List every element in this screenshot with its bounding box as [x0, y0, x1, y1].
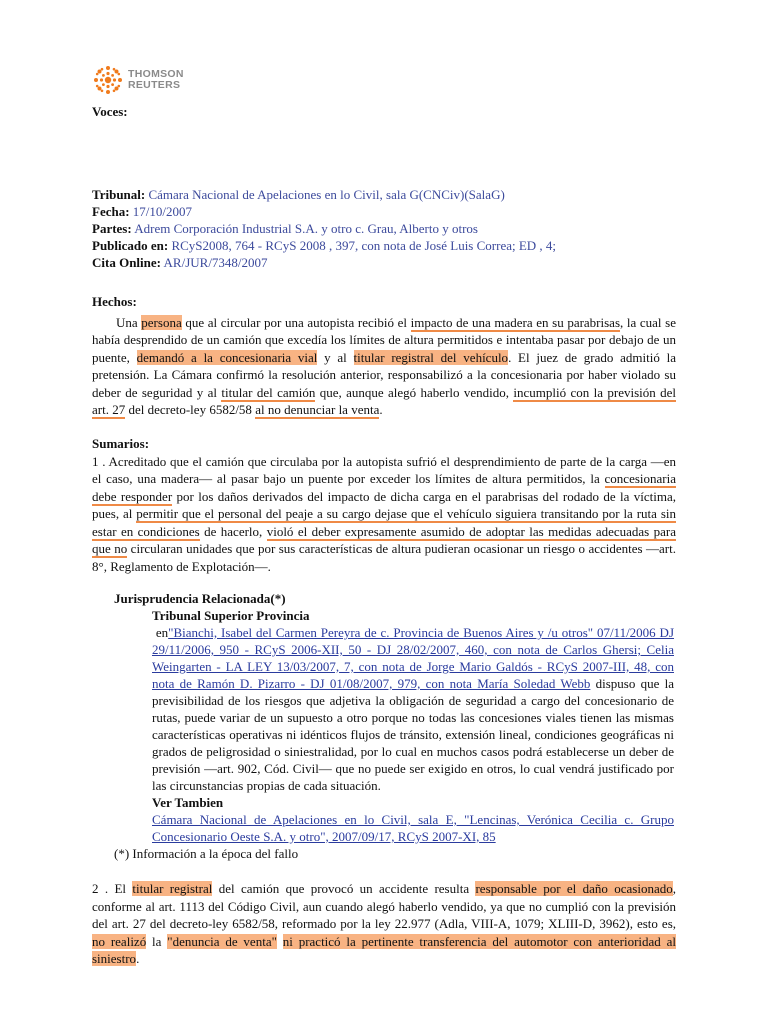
sumarios-section — [92, 435, 676, 575]
entry-prefix: en — [155, 625, 169, 640]
footnote: (*) Información a la época del fallo — [114, 846, 299, 861]
jurisprudencia-heading: Jurisprudencia Relacionada(*) — [114, 591, 286, 606]
highlight: persona — [141, 314, 182, 330]
sumario-1 — [92, 453, 676, 576]
highlight: no realizó — [92, 933, 147, 949]
underline: concesionaria debe responder — [92, 471, 676, 504]
hechos-text: que, aunque alegó haberlo vendido, — [315, 384, 514, 400]
fecha-value: 17/10/2007 — [132, 204, 193, 219]
ver-tambien-entry — [152, 811, 674, 845]
brand-line-1: THOMSON — [128, 68, 184, 80]
highlight: demandó a la concesionaria vial — [136, 349, 318, 365]
underline: impacto de una madera en su parabrisas — [410, 314, 621, 330]
tribunal-value: Cámara Nacional de Apelaciones en lo Civil, sala G(CNCiv)(SalaG) — [148, 187, 505, 202]
highlight: titular registral del vehículo — [353, 349, 509, 365]
underline: al no denunciar la venta — [255, 402, 380, 417]
brand-wordmark — [128, 69, 184, 91]
highlight: "denuncia de venta" — [167, 933, 277, 949]
hechos-text: . — [379, 402, 383, 417]
hechos-text: Una — [116, 314, 142, 330]
ver-tambien-heading: Ver Tambien — [152, 795, 224, 810]
cita-value: AR/JUR/7348/2007 — [163, 255, 268, 270]
partes-label: Partes: — [92, 221, 132, 236]
publicado-label: Publicado en: — [92, 238, 169, 253]
sumario-2 — [92, 880, 676, 968]
case-metadata — [92, 186, 682, 271]
publicado-value: RCyS2008, 764 - RCyS 2008 , 397, con nota de José Luis Correa; ED , 4; — [171, 238, 557, 253]
brand-line-2: REUTERS — [128, 79, 181, 91]
jurisprudencia-entry — [152, 624, 674, 794]
highlight: ni practicó la pertinente transferencia del automotor con anterioridad al siniestro — [92, 933, 676, 966]
sumario-text: , conforme al art. 1113 del Código Civil, aun cuando alegó haberlo vendido, ya que no cumplió con la previsión del art. 27 del decreto-ley 6582/58, reformado por la ley 22.977 (Adla, VIII-A, 1079; XLIII-D, 3962), esto es, — [92, 881, 676, 931]
underline: permitir que el personal del peaje a su cargo dejase que el vehículo siguiera transitando por la ruta sin estar en condiciones — [92, 506, 676, 539]
thomson-reuters-logo — [92, 64, 184, 96]
sumario-text — [277, 934, 283, 949]
sumario-text: 1 . Acreditado que el camión que circulaba por la autopista sufrió el desprendimiento de parte de la carga —en el caso, una madera— al pasar bajo un puente por exceder los límites de altura permitidos, la — [92, 453, 676, 486]
voces-label: Voces: — [92, 104, 128, 119]
hechos-section — [92, 293, 676, 419]
sumario-text: del camión que provocó un accidente resulta — [212, 881, 476, 896]
hechos-paragraph — [92, 314, 676, 419]
fecha-label: Fecha: — [92, 204, 130, 219]
hechos-text: que al circular por una autopista recibió el — [181, 314, 411, 330]
cita-label: Cita Online: — [92, 255, 161, 270]
tribunal-label: Tribunal: — [92, 187, 146, 202]
underline: titular del camión — [221, 384, 316, 400]
case-link-lencinas[interactable]: Cámara Nacional de Apelaciones en lo Civil, sala E, "Lencinas, Verónica Cecilia c. Grupo Concesionario Oeste S.A. y otro", 2007/09/17, RCyS 2007-XI, 85 — [152, 812, 674, 844]
jurisprudencia-section — [114, 590, 674, 845]
sumario-text: la — [146, 933, 168, 949]
partes-value: Adrem Corporación Industrial S.A. y otro c. Grau, Alberto y otros — [134, 221, 478, 236]
sumario-text: . — [136, 951, 140, 966]
court-heading: Tribunal Superior Provincia — [152, 608, 310, 623]
entry-text: dispuso que la previsibilidad de los riesgos que adjetiva la obligación de seguridad a cargo del concesionario de rutas, puede variar de un supuesto a otro porque no todas las concesiones viales tienen las mismas características operativas ni idénticos flujos de tránsito, extensión lineal, condiciones geográficas ni grados de peligrosidad o siniestralidad, por lo cual en muchos casos podrá establecerse un deber de previsión —art. 902, Cód. Civil— que no puede ser exigido en otros, lo cual vendrá justificado por las circunstancias propias de cada situación. — [152, 676, 674, 793]
hechos-heading: Hechos: — [92, 294, 137, 309]
case-link-bianchi[interactable]: "Bianchi, Isabel del Carmen Pereyra de c. Provincia de Buenos Aires y /u otros" 07/11/2006 DJ 29/11/2006, 950 - RCyS 2006-XII, 50 - DJ 28/02/2007, 460, con nota de Carlos Ghersi; Celia Weingarten - LA LEY 13/03/2007, 7, con nota de Jorge Mario Galdós - RCyS 2007-III, 48, con nota de Ramón D. Pizarro - DJ 01/08/2007, 979, con nota María Soledad Webb — [152, 625, 675, 691]
highlight: responsable por el daño ocasionado — [475, 881, 673, 896]
sumario-text: de hacerlo, — [199, 523, 267, 539]
publicado-row — [92, 237, 682, 254]
highlight: titular registral — [132, 881, 213, 896]
sumario-text: por los daños derivados del impacto de dicha carga en el parabrisas del rodado de la víctima, pues, al — [92, 488, 676, 521]
hechos-text: del decreto-ley 6582/58 — [125, 402, 256, 417]
sumario-text: 2 . El — [92, 881, 133, 896]
hechos-text: , la cual se había desprendido de un camión que excedía los límites de altura permitidos e intentaba pasar por debajo de un puente, — [92, 314, 676, 365]
underline: incumplió con la previsión del art. 27 — [92, 384, 676, 417]
underline: violó el deber expresamente asumido de adoptar las medidas adecuadas para que no — [92, 523, 676, 556]
fecha-row — [92, 203, 682, 220]
tribunal-row — [92, 186, 682, 203]
sumarios-heading: Sumarios: — [92, 436, 150, 451]
thomson-reuters-logo-icon — [92, 64, 124, 96]
cita-row — [92, 254, 682, 271]
hechos-text: . El juez de grado admitió la pretensión. La Cámara confirmó la resolución anterior, responsabilizó a la concesionaria por haber violado su deber de seguridad y al — [92, 349, 676, 400]
partes-row — [92, 220, 682, 237]
sumario-text: circularan unidades que por sus características de altura pudieran ocasionar un riesgo o accidentes —art. 8°, Reglamento de Explotación—. — [92, 541, 676, 574]
hechos-text: y al — [317, 349, 354, 365]
